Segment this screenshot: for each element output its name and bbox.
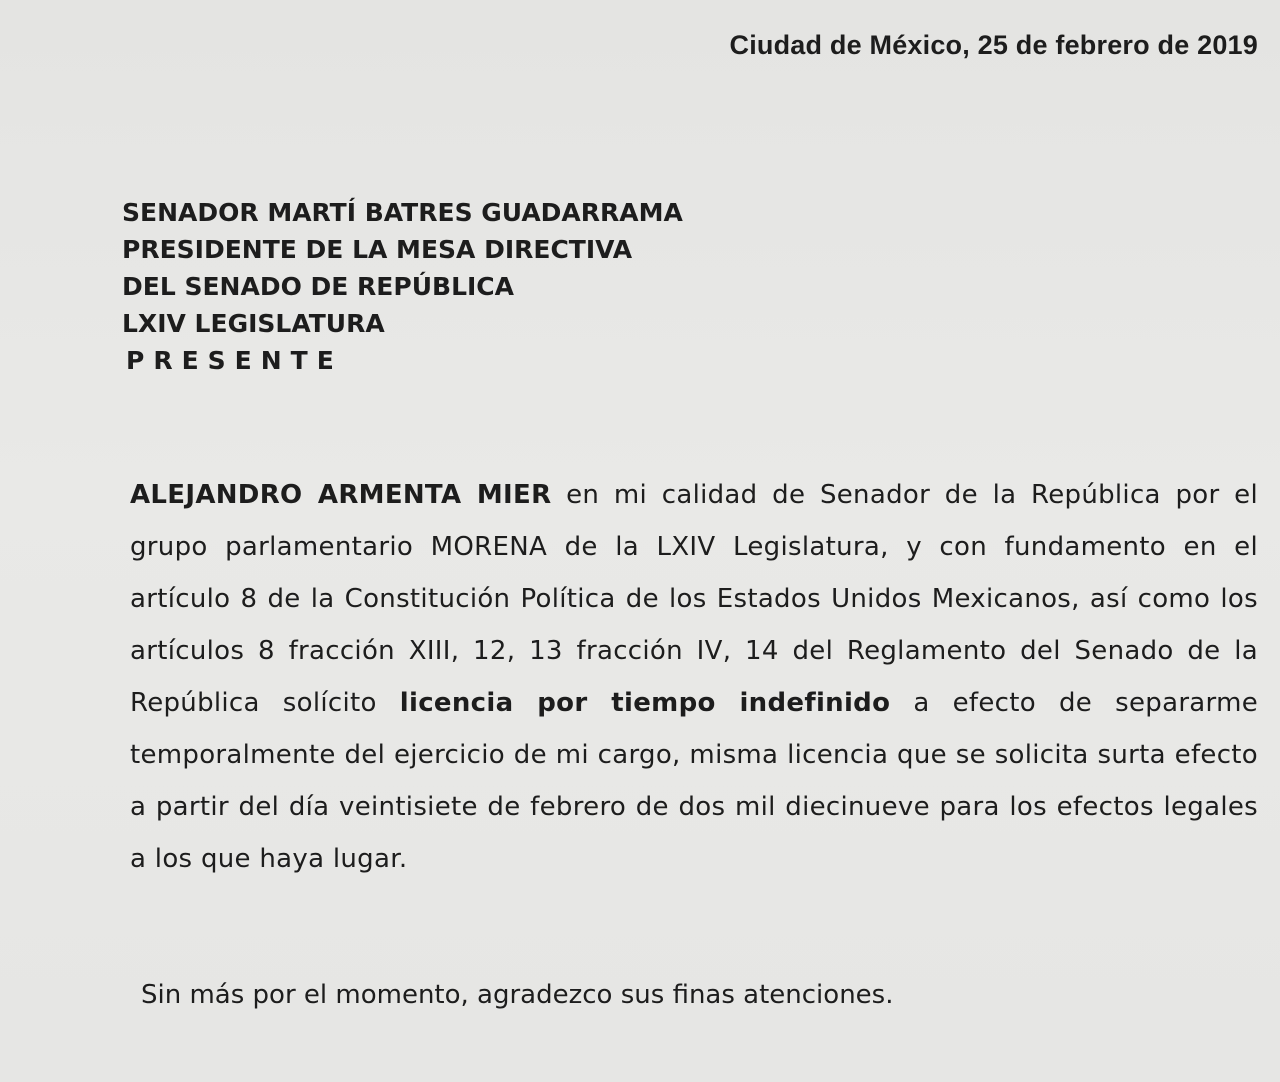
addressee-legislature: LXIV LEGISLATURA [122,309,385,338]
body-text-part1: en mi calidad de Senador de la República por el grupo parlamentario MORENA de la LXIV Legislatura, y con fundamento en el artículo 8 de la Constitución Política de los Estados Unidos Mexicanos, así como los artículos 8 fracción XIII, 12, 13 fracción IV, 14 del Reglamento del Senado de la República solícito [130,480,1259,718]
addressee-presente: PRESENTE [126,346,343,375]
body-text-part2: a efecto de separarme temporalmente del ejercicio de mi cargo, misma licencia que se solicita surta efecto a partir del día veintisiete de febrero de dos mil diecinueve para los efectos legales a los que haya lugar. [130,688,1258,874]
addressee-title: PRESIDENTE DE LA MESA DIRECTIVA [122,235,633,264]
addressee-name: SENADOR MARTÍ BATRES GUADARRAMA [122,198,683,227]
addressee-institution: DEL SENADO DE REPÚBLICA [122,272,514,301]
sender-name: ALEJANDRO ARMENTA MIER [130,480,552,510]
addressee-block [122,194,683,379]
body-paragraph [130,469,1258,885]
date-line: Ciudad de México, 25 de febrero de 2019 [729,30,1258,60]
license-emphasis: licencia por tiempo indefinido [399,688,891,718]
closing-line: Sin más por el momento, agradezco sus finas atenciones. [141,980,894,1010]
